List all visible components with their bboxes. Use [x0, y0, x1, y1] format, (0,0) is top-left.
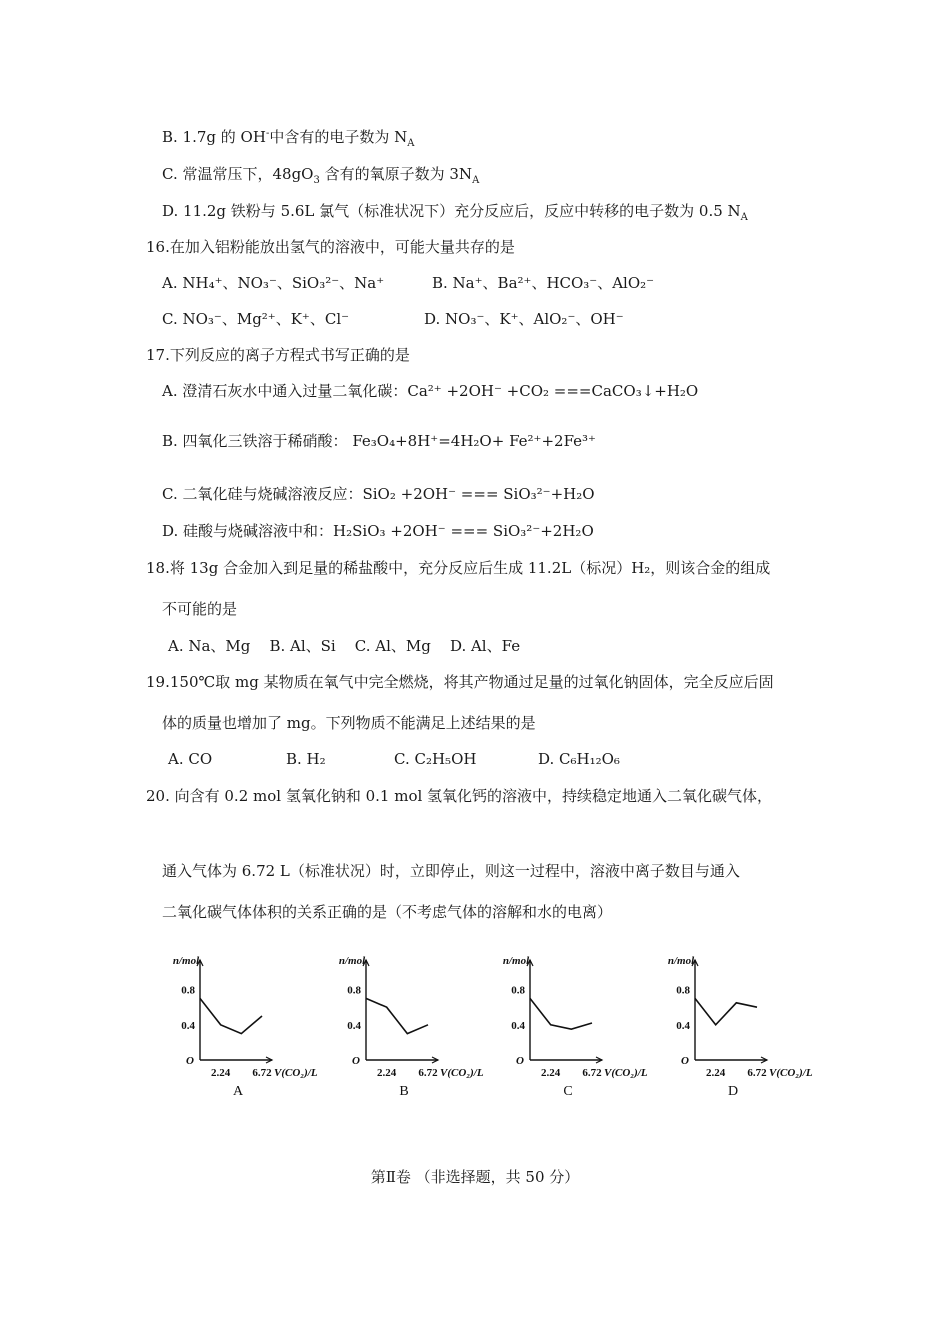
option-letter: C — [563, 1084, 573, 1099]
y-axis-label: n/mol — [338, 955, 366, 967]
x-axis-label: V(CO₂)/L — [274, 1067, 318, 1079]
x-tick-label: 6.72 — [418, 1067, 438, 1079]
section-footer: 第Ⅱ卷 （非选择题，共 50 分） — [370, 1168, 580, 1186]
q17-option-d: D. 硅酸与烧碱溶液中和：H₂SiO₃ +2OH⁻ === SiO₃²⁻+2H₂O — [162, 522, 594, 540]
y-axis-label: n/mol — [172, 955, 200, 967]
q20-stem: 20. 向含有 0.2 mol 氢氧化钠和 0.1 mol 氢氧化钙的溶液中，持续稳定地通入二氧化碳气体， — [146, 787, 773, 805]
chart-option-a — [170, 950, 330, 1100]
q16-option-d: D. NO₃⁻、K⁺、AlO₂⁻、OH⁻ — [424, 310, 624, 328]
q15-option-d: D. 11.2g 铁粉与 5.6L 氯气（标准状况下）充分反应后，反应中转移的电子数为 0.5 $N_A$ — [162, 202, 748, 223]
option-letter: D — [727, 1084, 739, 1099]
y-tick-label: 0.8 — [347, 984, 361, 997]
series-line — [530, 998, 592, 1029]
q20-stem-cont1: 通入气体为 6.72 L（标准状况）时，立即停止，则这一过程中，溶液中离子数目与通入 — [162, 862, 740, 880]
q15-option-c: C. 常温常压下，$48gO_3$ 含有的氧原子数为 $3N_A$ — [162, 165, 480, 186]
x-tick-label: 2.24 — [541, 1067, 561, 1079]
q19-stem-cont: 体的质量也增加了 mg。下列物质不能满足上述结果的是 — [162, 714, 536, 732]
x-tick-label: 6.72 — [747, 1067, 767, 1079]
y-axis-label: n/mol — [502, 955, 530, 967]
series-line — [200, 998, 262, 1033]
q17-option-c: C. 二氧化硅与烧碱溶液反应：SiO₂ +2OH⁻ === SiO₃²⁻+H₂O — [162, 485, 595, 503]
q18-options: A. Na、Mg B. Al、Si C. Al、Mg D. Al、Fe — [168, 637, 521, 655]
q19-option-c: C. C₂H₅OH — [394, 750, 477, 768]
x-tick-label: 6.72 — [252, 1067, 272, 1079]
q17-stem: 17.下列反应的离子方程式书写正确的是 — [146, 346, 410, 364]
q18-stem: 18.将 13g 合金加入到足量的稀盐酸中，充分反应后生成 11.2L（标况）H₂，则该合金的组成 — [146, 559, 771, 577]
y-tick-label: 0.4 — [676, 1019, 690, 1032]
q19-option-b: B. H₂ — [286, 750, 326, 768]
q15-option-b: B. 1.7g 的 OH-中含有的电子数为 $N_A$ — [162, 128, 415, 149]
x-tick-label: 2.24 — [706, 1067, 726, 1079]
origin-label: O — [681, 1055, 689, 1067]
x-axis-label: V(CO₂)/L — [604, 1067, 648, 1079]
q20-stem-cont2: 二氧化碳气体体积的关系正确的是（不考虑气体的溶解和水的电离） — [162, 903, 613, 921]
y-tick-label: 0.8 — [181, 984, 195, 997]
chart-option-c — [500, 950, 660, 1100]
x-tick-label: 2.24 — [377, 1067, 397, 1079]
origin-label: O — [516, 1055, 524, 1067]
option-letter: A — [232, 1084, 244, 1099]
q16-stem: 16.在加入铝粉能放出氢气的溶液中，可能大量共存的是 — [146, 238, 515, 256]
q17-option-a: A. 澄清石灰水中通入过量二氧化碳：Ca²⁺ +2OH⁻ +CO₂ ===CaCO₃↓+H₂O — [162, 382, 699, 400]
x-axis-label: V(CO₂)/L — [769, 1067, 813, 1079]
option-letter: B — [399, 1084, 409, 1099]
y-tick-label: 0.8 — [511, 984, 525, 997]
chart-option-d — [665, 950, 825, 1100]
q19-stem: 19.150℃取 mg 某物质在氧气中完全燃烧，将其产物通过足量的过氧化钠固体，完全反应后固 — [146, 673, 774, 691]
y-tick-label: 0.4 — [347, 1019, 361, 1032]
chart-option-b — [336, 950, 496, 1100]
series-line — [366, 998, 428, 1033]
x-tick-label: 2.24 — [211, 1067, 231, 1079]
q18-stem-cont: 不可能的是 — [162, 600, 238, 618]
y-tick-label: 0.4 — [181, 1019, 195, 1032]
q17-option-b: B. 四氧化三铁溶于稀硝酸： Fe₃O₄+8H⁺=4H₂O+ Fe²⁺+2Fe³⁺ — [162, 432, 596, 450]
q16-option-b: B. Na⁺、Ba²⁺、HCO₃⁻、AlO₂⁻ — [432, 274, 655, 292]
origin-label: O — [352, 1055, 360, 1067]
q16-option-c: C. NO₃⁻、Mg²⁺、K⁺、Cl⁻ — [162, 310, 350, 328]
y-tick-label: 0.4 — [511, 1019, 525, 1032]
y-axis-label: n/mol — [667, 955, 695, 967]
series-line — [695, 998, 757, 1024]
x-tick-label: 6.72 — [582, 1067, 602, 1079]
origin-label: O — [186, 1055, 194, 1067]
y-tick-label: 0.8 — [676, 984, 690, 997]
x-axis-label: V(CO₂)/L — [440, 1067, 484, 1079]
q19-option-d: D. C₆H₁₂O₆ — [538, 750, 620, 768]
q16-option-a: A. NH₄⁺、NO₃⁻、SiO₃²⁻、Na⁺ — [162, 274, 385, 292]
q19-option-a: A. CO — [168, 750, 213, 768]
